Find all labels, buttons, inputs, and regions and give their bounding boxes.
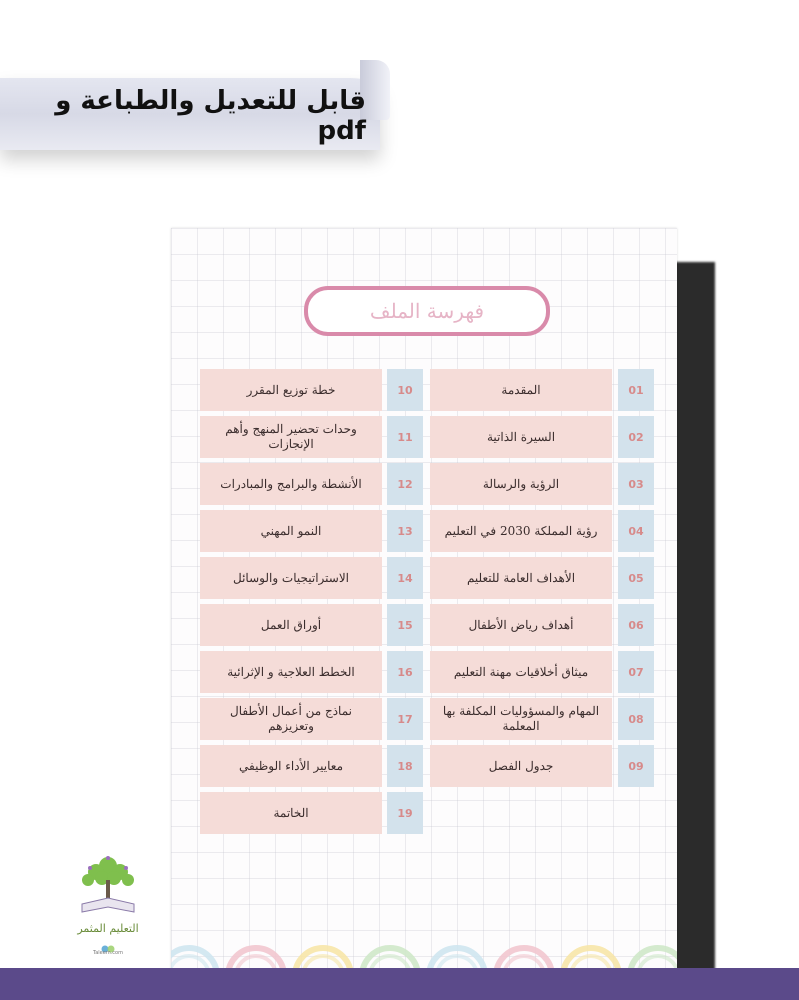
right_column-number: 04 [618,510,654,552]
left_column-number: 10 [387,369,423,411]
left_column-title: وحدات تحضير المنهج وأهم الإنجازات [200,416,382,458]
left_column-title: الأنشطة والبرامج والمبادرات [200,463,382,505]
left_column-title: الاستراتيجيات والوسائل [200,557,382,599]
banner-text: قابل للتعديل والطباعة و pdf [55,86,366,146]
left_column-number: 14 [387,557,423,599]
right_column-number: 02 [618,416,654,458]
tree-book-icon [68,852,148,920]
right_column-title: الأهداف العامة للتعليم [430,557,612,599]
right_column-title: الرؤية والرسالة [430,463,612,505]
left_column-title: الخاتمة [200,792,382,834]
left_column-title: خطة توزيع المقرر [200,369,382,411]
top-banner [0,58,395,166]
right_column-number: 08 [618,698,654,740]
left_column-number: 18 [387,745,423,787]
right_column-number: 09 [618,745,654,787]
right_column-number: 07 [618,651,654,693]
right_column-title: المقدمة [430,369,612,411]
left_column-title: نماذج من أعمال الأطفال وتعزيزهم [200,698,382,740]
left_column-number: 11 [387,416,423,458]
page-title: فهرسة الملف [304,286,550,336]
right_column-number: 05 [618,557,654,599]
left_column-title: أوراق العمل [200,604,382,646]
index-page [171,228,677,974]
bottom-bar [0,968,799,1000]
right_column-title: المهام والمسؤوليات المكلفة بها المعلمة [430,698,612,740]
left_column-number: 13 [387,510,423,552]
left_column-number: 12 [387,463,423,505]
left_column-title: الخطط العلاجية و الإثرائية [200,651,382,693]
left_column-title: النمو المهني [200,510,382,552]
left_column-number: 17 [387,698,423,740]
logo-rings-icon [101,938,115,946]
right_column-number: 03 [618,463,654,505]
right_column-number: 06 [618,604,654,646]
logo-site: Taleem.com [93,950,123,956]
right_column-number: 01 [618,369,654,411]
right_column-title: رؤية المملكة 2030 في التعليم [430,510,612,552]
brand-logo [68,852,148,962]
right_column-title: جدول الفصل [430,745,612,787]
left_column-title: معايير الأداء الوظيفي [200,745,382,787]
right_column-title: السيرة الذاتية [430,416,612,458]
right_column-title: ميثاق أخلاقيات مهنة التعليم [430,651,612,693]
right_column-title: أهداف رياض الأطفال [430,604,612,646]
logo-name: التعليم المثمر [77,922,139,935]
left_column-number: 19 [387,792,423,834]
left_column-number: 15 [387,604,423,646]
left_column-number: 16 [387,651,423,693]
